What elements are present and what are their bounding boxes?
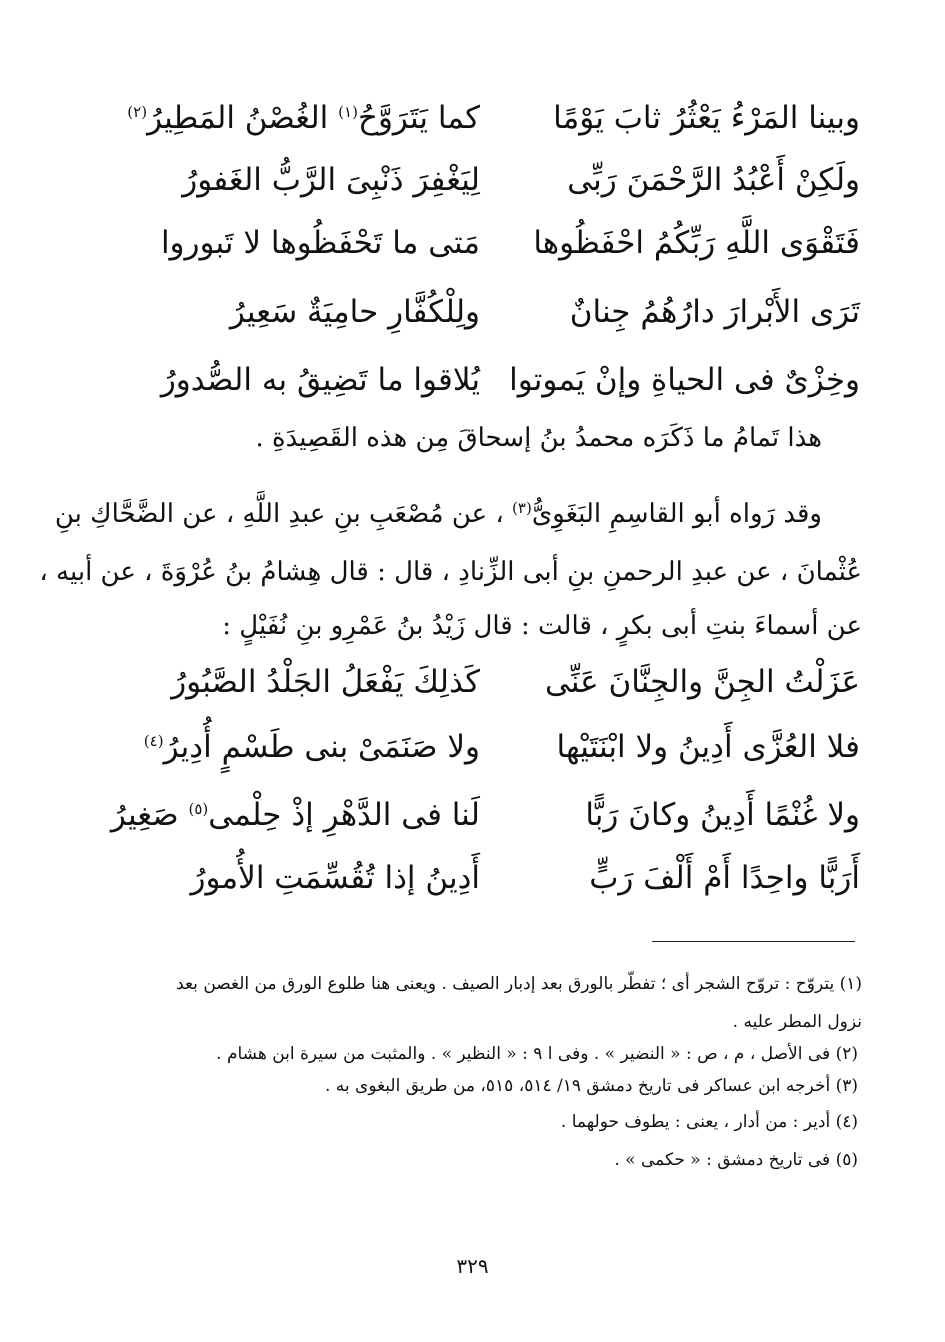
verse-text: كما يَتَرَوَّحُ xyxy=(357,100,480,136)
verse-text: لَنا فى الدَّهْرِ إذْ حِلْمى xyxy=(208,797,480,833)
footnote-3: (٣) أخرجه ابن عساكر فى تاريخ دمشق ١٩/ ٥١٤، ٥١٥، من طريق البغوى به . xyxy=(324,1076,858,1096)
verse-hemistich-second: كَذلِكَ يَفْعَلُ الجَلْدُ الصَّبُورُ xyxy=(171,664,480,700)
verse-hemistich-second: أَدِينُ إذا تُقُسِّمَتِ الأُمورُ xyxy=(190,860,480,896)
footnote-marker: (٢) xyxy=(127,103,148,121)
verse-line xyxy=(150,848,860,908)
footnote-1-cont: نزول المطر عليه . xyxy=(732,1012,862,1032)
verse-text: الغُصْنُ المَطِيرُ xyxy=(147,100,329,136)
verse-hemistich-first: أَرَبًّا واحِدًا أَمْ أَلْفَ رَبٍّ xyxy=(589,860,860,896)
verse-line xyxy=(150,652,860,712)
verse-hemistich-second: يُلاقوا ما تَضِيقُ به الصُّدورُ xyxy=(160,362,480,398)
prose-line: عن أسماءَ بنتِ أبى بكرٍ ، قالت : قال زَيْدُ بنُ عَمْرِو بنِ نُفَيْلٍ : xyxy=(222,611,862,641)
verse-line xyxy=(143,717,860,777)
verse-hemistich-first: فَتَقْوَى اللَّهِ رَبِّكُمُ احْفَظُوها xyxy=(533,225,860,261)
verse-hemistich-first: تَرَى الأَبْرارَ دارُهُمُ جِنانٌ xyxy=(569,294,860,330)
footnote-marker: (١) xyxy=(338,103,358,121)
verse-line xyxy=(150,213,860,273)
verse-line xyxy=(150,350,860,410)
page-number: ٣٢٩ xyxy=(456,1254,489,1278)
footnote-5: (٥) فى تاريخ دمشق : « حكمى » . xyxy=(614,1150,858,1170)
prose-line: هذا تَمامُ ما ذَكَرَه محمدُ بنُ إسحاقَ مِن هذه القَصِيدَةِ . xyxy=(255,423,822,453)
prose-block xyxy=(39,410,862,650)
verse-hemistich-first: فلا العُزَّى أَدِينُ ولا ابْنَتَيْها xyxy=(556,729,860,765)
verse-hemistich-second: لِيَغْفِرَ ذَنْبِىَ الرَّبُّ الغَفورُ xyxy=(182,162,480,198)
verse-hemistich-second: ولِلْكُفَّارِ حامِيَةٌ سَعِيرُ xyxy=(229,294,480,330)
verse-hemistich-first: ولَكِنْ أَعْبُدُ الرَّحْمَنَ رَبِّى xyxy=(567,162,860,198)
prose-text: ، عن مُصْعَبِ بنِ عبدِ اللَّهِ ، عن الضَّحَّاكِ بنِ xyxy=(54,499,504,529)
verse-line xyxy=(150,282,860,342)
prose-text: وقد رَواه أبو القاسِمِ البَغَوِىُّ xyxy=(531,499,822,529)
verse-line xyxy=(150,150,860,210)
verse-hemistich-first: وخِزْىٌ فى الحياةِ وإنْ يَموتوا xyxy=(509,362,860,398)
verse-hemistich-first: عَزَلْتُ الجِنَّ والجِنَّانَ عَنِّى xyxy=(544,664,860,700)
verse-hemistich-second: مَتى ما تَحْفَظُوها لا تَبوروا xyxy=(160,225,480,261)
verse-line xyxy=(110,785,860,845)
verse-hemistich-second xyxy=(143,717,480,777)
verse-text: ولا صَنَمَىْ بنى طَسْمٍ أُدِيرُ xyxy=(163,729,480,765)
footnote-marker: (٥) xyxy=(188,800,209,818)
footnote-1: (١) يتروّح : تروّح الشجر أى ؛ تفطّر بالورق بعد إدبار الصيف . ويعنى هنا طلوع الورق من الغصن بعد xyxy=(176,974,862,994)
verse-hemistich-second xyxy=(127,88,480,148)
prose-line xyxy=(55,486,822,542)
footnote-2: (٢) فى الأصل ، م ، ص : « النضير » . وفى ا ٩ : « النظير » . والمثبت من سيرة ابن هشام . xyxy=(216,1044,858,1064)
verse-text: صَغِيرُ xyxy=(110,797,179,833)
verse-hemistich-first: ولا غُنْمًا أَدِينُ وكانَ رَبًّا xyxy=(585,797,860,833)
footnote-4: (٤) أدير : من أدار ، يعنى : يطوف حولهما . xyxy=(560,1112,858,1132)
footnote-marker: (٣) xyxy=(512,499,532,517)
footnote-separator xyxy=(652,941,855,942)
footnote-marker: (٤) xyxy=(143,732,164,750)
verse-line xyxy=(127,88,860,148)
verse-hemistich-second xyxy=(110,785,480,845)
prose-line: عُثْمانَ ، عن عبدِ الرحمنِ بنِ أبى الزِّنادِ ، قال : قال هِشامُ بنُ عُرْوَةَ ، عن أبيه ، xyxy=(39,557,862,587)
verse-hemistich-first: وبينا المَرْءُ يَعْثُرُ ثابَ يَوْمًا xyxy=(553,100,860,136)
